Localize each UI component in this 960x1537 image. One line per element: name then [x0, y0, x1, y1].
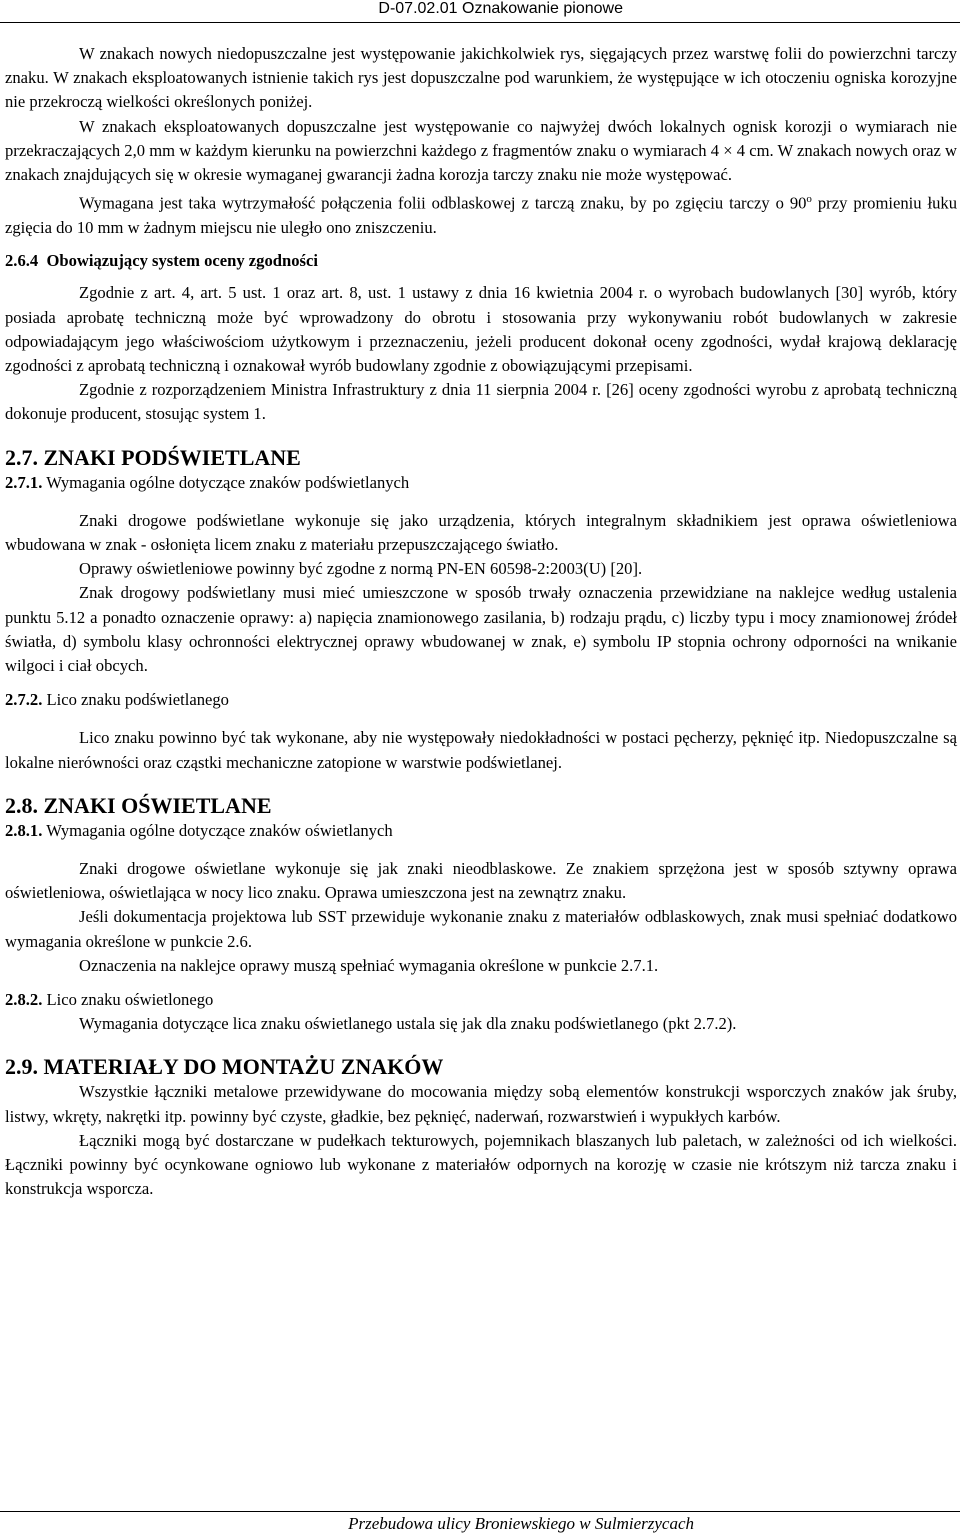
section-number: 2.8.2.: [5, 990, 43, 1010]
document-body: [5, 42, 957, 1201]
page-header: [0, 0, 960, 22]
section-number: 2.9.: [5, 1054, 38, 1080]
section-number: 2.8.1.: [5, 820, 43, 840]
paragraph: Zgodnie z rozporządzeniem Ministra Infrastruktury z dnia 11 sierpnia 2004 r. [26] oceny zgodności wyrobu z aprobatą techniczną dokonuje producent, stosując system 1.: [5, 380, 957, 424]
section-title: Wymagania ogólne dotyczące znaków oświetlanych: [46, 820, 393, 840]
section-title: ZNAKI PODŚWIETLANE: [43, 444, 301, 470]
paragraph: Znak drogowy podświetlany musi mieć umieszczone w sposób trwały oznaczenia przewidziane na naklejce według ustalenia punktu 5.12 a ponadto oznaczenie oprawy: a) napięcia znamionowego zasilania, b) rodzaju prądu, c) liczby typu i mocy znamionowej źródeł światła, d) symbolu klasy ochronności elektrycznej oprawy wbudowanej w znak, e) symbolu IP stopnia ochrony odporności na wnikanie wilgoci i ciał obcych.: [5, 583, 957, 675]
paragraph-text: przy promieniu łuku zgięcia do 10 mm w żadnym miejscu nie uległo ono zniszczeniu.: [5, 193, 957, 237]
footer-text: Przebudowa ulicy Broniewskiego w Sulmierzycach: [348, 1514, 694, 1533]
subsection-heading-2-8-1: [5, 819, 957, 843]
paragraph: Wszystkie łączniki metalowe przewidywane do mocowania między sobą elementów konstrukcji wsporczych znaków jak śruby, listwy, wkręty, nakrętki itp. powinny być czyste, gładkie, bez pęknięć, naderwań, rozwarstwień i wypukłych karbów.: [5, 1082, 957, 1126]
subsection-heading-2-8-2: [5, 988, 957, 1012]
section-number: 2.7.2.: [5, 690, 43, 710]
section-title: MATERIAŁY DO MONTAŻU ZNAKÓW: [43, 1054, 444, 1080]
paragraph: W znakach eksploatowanych dopuszczalne jest występowanie co najwyżej dwóch lokalnych ognisk korozji o wymiarach nie przekraczających 2,0 mm w każdym kierunku na powierzchni każdego z fragmentów znaku o wymiarach 4 × 4 cm. W znakach nowych oraz w znakach znajdujących się w okresie wymaganej gwarancji żadna korozja tarczy znaku nie może występować.: [5, 116, 957, 185]
section-title: Wymagania ogólne dotyczące znaków podświetlanych: [46, 472, 410, 492]
paragraph: Wymagania dotyczące lica znaku oświetlanego ustala się jak dla znaku podświetlanego (pkt 2.7.2).: [79, 1014, 737, 1034]
section-heading-2-7: [5, 445, 957, 471]
section-title: Obowiązujący system oceny zgodności: [46, 251, 318, 271]
section-number: 2.8.: [5, 792, 38, 818]
section-heading-2-6-4: [5, 249, 957, 273]
paragraph: Znaki drogowe oświetlane wykonuje się jak znaki nieodblaskowe. Ze znakiem sprzężona jest w sposób sztywny oprawa oświetleniowa, oświetlająca w nocy lico znaku. Oprawa umieszczona jest na zewnątrz znaku.: [5, 859, 957, 903]
document-code: D-07.02.01 Oznakowanie pionowe: [378, 0, 623, 17]
subsection-heading-2-7-1: [5, 471, 957, 495]
footer-rule: [0, 1511, 960, 1512]
paragraph: Zgodnie z art. 4, art. 5 ust. 1 oraz art. 8, ust. 1 ustawy z dnia 16 kwietnia 2004 r. o wyrobach budowlanych [30] wyrób, który posiada aprobatę techniczną może być wprowadzony do obrotu i stosowania przy wykonywaniu robót budowlanych w zakresie odpowiadającym jego właściwościom użytkowym i przeznaczeniu, jeżeli producent dokonał oceny zgodności, wydał krajową deklarację zgodności z aprobatą techniczną i oznakował wyrób budowlany zgodnie z obowiązującymi przepisami.: [5, 283, 957, 375]
header-rule: [0, 22, 960, 23]
section-heading-2-8: [5, 793, 957, 819]
paragraph: Oznaczenia na naklejce oprawy muszą spełniać wymagania określone w punkcie 2.7.1.: [79, 955, 659, 975]
section-heading-2-9: [5, 1054, 957, 1080]
paragraph: [5, 187, 957, 240]
section-number: 2.7.1.: [5, 472, 43, 492]
paragraph: Oprawy oświetleniowe powinny być zgodne z normą PN-EN 60598-2:2003(U) [20].: [79, 559, 643, 579]
section-number: 2.7.: [5, 444, 38, 470]
paragraph: Lico znaku powinno być tak wykonane, aby nie występowały niedokładności w postaci pęcherzy, pęknięć itp. Niedopuszczalne są lokalne nierówności oraz cząstki mechaniczne zatopione w warstwie podświetlanej.: [5, 728, 957, 772]
paragraph-text: Wymagana jest taka wytrzymałość połączenia folii odblaskowej z tarczą znaku, by po zgięciu tarczy o 90: [79, 193, 807, 213]
section-number: 2.6.4: [5, 251, 39, 271]
section-title: ZNAKI OŚWIETLANE: [43, 792, 272, 818]
paragraph: Jeśli dokumentacja projektowa lub SST przewiduje wykonanie znaku z materiałów odblaskowych, znak musi spełniać dodatkowo wymagania określone w punkcie 2.6.: [5, 907, 957, 951]
section-title: Lico znaku oświetlonego: [46, 990, 214, 1010]
section-title: Lico znaku podświetlanego: [46, 690, 229, 710]
subsection-heading-2-7-2: [5, 688, 957, 712]
paragraph: Znaki drogowe podświetlane wykonuje się jako urządzenia, których integralnym składnikiem jest oprawa oświetleniowa wbudowana w znak - osłonięta licem znaku z materiału przepuszczającego światło.: [5, 510, 957, 554]
paragraph: Łączniki mogą być dostarczane w pudełkach tekturowych, pojemnikach blaszanych lub paletach, w zależności od ich wielkości. Łączniki powinny być ocynkowane ogniowo lub wykonane z materiałów odpornych na korozję w czasie nie krótszym niż tarcza znaku i konstrukcja wsporcza.: [5, 1130, 957, 1199]
page-footer: [0, 1511, 960, 1537]
degree-sup: o: [806, 193, 812, 206]
paragraph: W znakach nowych niedopuszczalne jest występowanie jakichkolwiek rys, sięgających przez warstwę folii do powierzchni tarczy znaku. W znakach eksploatowanych istnienie takich rys jest dopuszczalne pod warunkiem, że występujące w ich otoczeniu ogniska korozyjne nie przekroczą wielkości określonych poniżej.: [5, 44, 957, 112]
